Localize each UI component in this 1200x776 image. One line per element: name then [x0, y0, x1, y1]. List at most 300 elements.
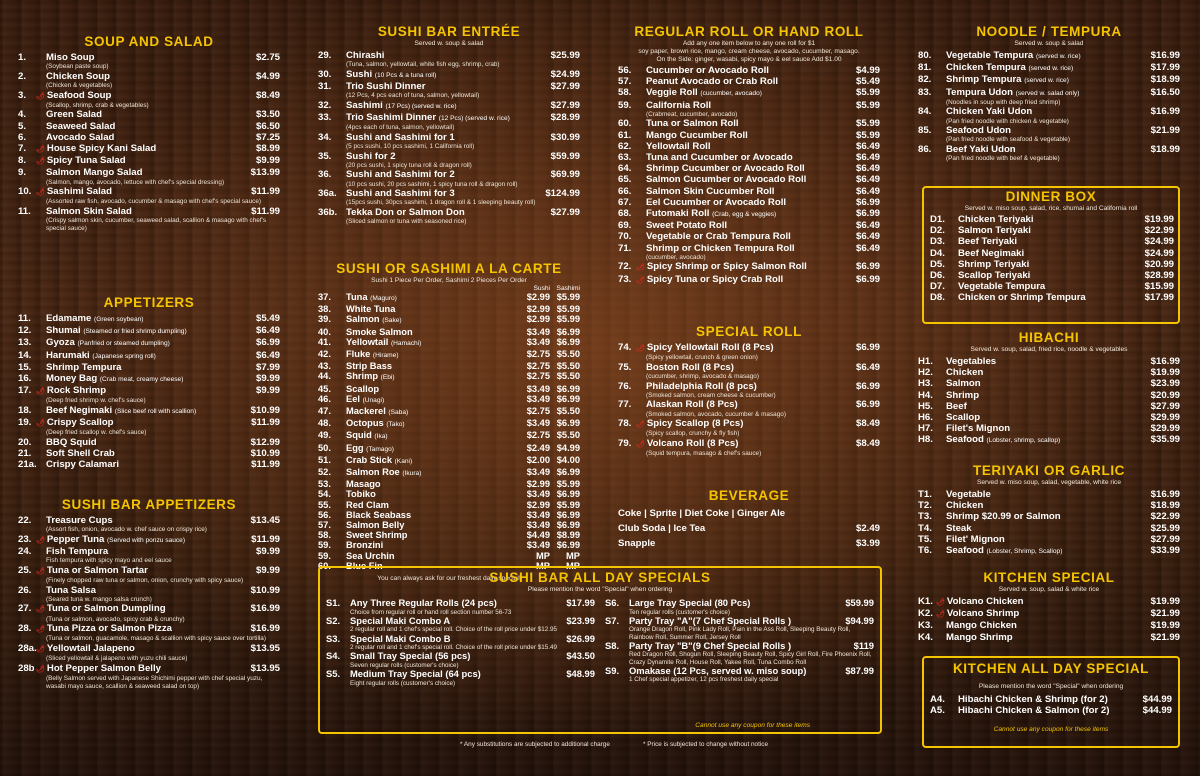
item-name-text: California Roll	[646, 99, 712, 111]
item-name	[646, 152, 836, 163]
beverage-price: $2.49	[855, 523, 880, 534]
menu-item	[918, 423, 1180, 434]
item-description: (Tuna, salmon, yellowtail, white fish egg, shrimp, crab)	[346, 61, 500, 69]
item-name-text: Edamame	[46, 313, 92, 324]
item-name	[346, 551, 520, 561]
sashimi-price: $5.99	[556, 304, 580, 315]
sashimi-price: $5.50	[556, 406, 580, 417]
item-name-text: Fish Tempura	[46, 546, 109, 557]
noodle-section	[918, 24, 1180, 163]
menu-item	[918, 511, 1180, 522]
item-row	[618, 438, 880, 450]
menu-item	[930, 292, 1174, 303]
item-number: K1.	[918, 596, 933, 607]
item-name-text: Spicy Yellowtail Roll (8 Pcs)	[646, 342, 774, 353]
item-number: 15.	[18, 361, 32, 373]
item-row	[18, 643, 280, 655]
item-row	[618, 261, 880, 273]
menu-item	[18, 459, 280, 470]
item-name-text: Filet's Mignon	[946, 423, 1011, 435]
beverage-row	[618, 536, 880, 551]
item-name	[46, 71, 236, 82]
item-description: (Chicken & vegetables)	[46, 82, 113, 89]
section-title: NOODLE / TEMPURA	[976, 24, 1122, 39]
item-name	[958, 259, 1130, 270]
sushi-price: $3.49	[526, 520, 550, 531]
item-row	[618, 399, 880, 410]
item-name	[46, 313, 236, 325]
item-number: 84.	[918, 106, 932, 118]
item-number: 75.	[618, 361, 632, 373]
item-number: T2.	[918, 500, 932, 512]
menu-item	[318, 112, 580, 132]
item-row	[326, 616, 595, 627]
item-name	[646, 174, 836, 185]
sushi-price: $3.49	[526, 326, 550, 337]
beverage-price: $3.99	[855, 538, 880, 549]
item-row	[318, 327, 580, 337]
item-name-text: Crispy Scallop	[46, 417, 114, 429]
item-number: 12.	[18, 325, 32, 337]
section-subtitle: Please mention the word "Special" when ordering	[527, 586, 673, 593]
item-price: $9.99	[255, 385, 280, 397]
sashimi-price: $5.50	[556, 361, 580, 372]
sushi-price: $2.49	[526, 442, 550, 453]
menu-item	[918, 106, 1180, 125]
menu-item	[18, 534, 280, 546]
item-row	[918, 608, 1180, 620]
item-price: $15.99	[1144, 281, 1174, 293]
item-row	[318, 384, 580, 394]
section-title: SOUP AND SALAD	[84, 34, 214, 49]
item-description: (Sliced yellowtail & jalapeno with yuzu chili sauce)	[46, 655, 188, 663]
sushi-price: $3.49	[526, 383, 550, 394]
menu-item	[605, 641, 874, 666]
item-number: 44.	[318, 371, 331, 382]
menu-item	[918, 434, 1180, 446]
menu-item	[318, 520, 580, 530]
item-number: 50.	[318, 442, 331, 453]
sashimi-price: MP	[566, 550, 580, 561]
section-title: KITCHEN ALL DAY SPECIAL	[952, 661, 1150, 676]
section-title: APPETIZERS	[103, 295, 195, 310]
item-row	[618, 76, 880, 87]
menu-item	[18, 52, 280, 71]
section-title: SUSHI BAR APPETIZERS	[61, 497, 237, 512]
item-number: 23.	[18, 533, 32, 545]
item-number: 42.	[318, 349, 331, 360]
section-title: TERIYAKI OR GARLIC	[972, 463, 1126, 478]
item-row	[318, 188, 580, 199]
item-price: $8.49	[255, 89, 280, 101]
item-name	[36, 533, 236, 546]
section-title: KITCHEN SPECIAL	[983, 570, 1115, 585]
item-name-text: Shrimp Tempura	[946, 74, 1022, 86]
item-name-text: Avocado Salad	[46, 131, 115, 143]
sashimi-price: $6.99	[556, 520, 580, 531]
item-description: (Salmon, mango, avocado, lettuce with chef's special dressing)	[46, 178, 225, 186]
item-number: 13.	[18, 337, 32, 349]
item-name-text: Chicken Soup	[46, 70, 110, 82]
item-name	[36, 603, 236, 615]
item-name	[46, 325, 236, 337]
item-price: $6.49	[855, 361, 880, 373]
item-price: $12.99	[250, 437, 280, 449]
item-row	[18, 325, 280, 337]
item-price: $10.99	[250, 405, 280, 417]
item-name-text: Crispy Calamari	[46, 459, 120, 471]
item-name-text: Yellowtail Roll	[646, 140, 711, 152]
item-name	[946, 74, 1136, 86]
item-number: 59.	[318, 550, 331, 561]
item-name	[629, 666, 830, 677]
item-description: Ten regular rolls (customer's choice)	[629, 608, 730, 616]
item-name	[46, 373, 236, 385]
item-detail: (17 Pcs) (served w. rice)	[385, 102, 457, 110]
menu-item	[318, 430, 580, 442]
item-price: $13.45	[250, 515, 280, 526]
menu-item	[18, 565, 280, 585]
item-detail: (Maguro)	[370, 295, 397, 302]
item-price: $6.99	[855, 342, 880, 353]
item-detail: (12 Pcs) (served w. rice)	[438, 115, 510, 122]
item-number: 11.	[18, 206, 31, 217]
item-price: $19.99	[1144, 214, 1174, 225]
item-price: $24.99	[1144, 236, 1174, 248]
item-name-text: Money Bag	[46, 373, 98, 385]
menu-item	[18, 143, 280, 155]
item-price: $18.99	[1150, 144, 1180, 155]
item-price: $27.99	[550, 81, 580, 92]
item-list	[18, 313, 280, 471]
sushi-price: $3.49	[526, 418, 550, 429]
item-number: 77.	[618, 399, 632, 411]
menu-item	[326, 634, 595, 652]
item-number: D4.	[930, 247, 945, 259]
item-price: $59.99	[845, 597, 874, 608]
item-name-text: Smoke Salmon	[346, 326, 413, 337]
item-row	[18, 167, 280, 178]
item-number: 57.	[318, 520, 331, 531]
item-detail: (10 Pcs & a tuna roll)	[374, 71, 437, 79]
item-row	[618, 118, 880, 129]
item-price: $6.49	[855, 152, 880, 164]
item-description: (Noodles in soup with deep fried shrimp)	[946, 98, 1061, 106]
menu-item	[318, 551, 580, 561]
item-number: 3.	[18, 89, 27, 101]
item-description: 2 regular roll and 1 chef's special roll. Choice of the roll price under $15.49	[350, 644, 558, 652]
specials-left-list	[326, 598, 595, 687]
menu-item	[318, 188, 580, 207]
item-name	[646, 87, 836, 99]
item-price: $11.99	[251, 417, 280, 429]
item-row	[318, 500, 580, 510]
item-name	[946, 620, 1136, 631]
item-row	[618, 186, 880, 197]
item-number: 61.	[618, 129, 632, 141]
item-name-text: House Spicy Kani Salad	[46, 143, 157, 154]
item-name	[346, 394, 520, 406]
coupon-note: Cannot use any coupon for these items	[695, 722, 810, 729]
item-name-text: Egg	[346, 442, 364, 453]
item-name	[946, 401, 1136, 412]
specials-grid	[326, 598, 874, 687]
item-number: 28a.	[18, 642, 37, 654]
item-name	[36, 662, 236, 675]
item-name	[46, 52, 236, 63]
item-name	[646, 163, 836, 174]
item-description: 1 Chef special appetizer, 12 pcs freshest daily special	[629, 676, 779, 684]
item-price: $16.99	[1150, 356, 1180, 367]
item-number: 51.	[318, 454, 331, 465]
item-description: (20 pcs sushi, 1 spicy tuna roll & dragon roll)	[346, 161, 472, 169]
item-number: 21a.	[18, 459, 37, 471]
item-name	[946, 545, 1136, 557]
item-name	[946, 500, 1136, 511]
section-title: SUSHI OR SASHIMI A LA CARTE	[336, 261, 562, 276]
item-price: $27.99	[550, 99, 580, 111]
menu-item	[618, 65, 880, 76]
item-row	[618, 231, 880, 242]
item-name-text: Shrimp $20.99 or Salmon	[946, 511, 1061, 523]
item-number: 14.	[18, 349, 32, 361]
item-name-text: Shrimp or Chicken Tempura Roll	[646, 242, 795, 254]
item-detail: (Crab, egg & veggies)	[712, 211, 777, 219]
beverage-name: Coke | Sprite | Diet Coke | Ginger Ale	[618, 508, 786, 519]
menu-item	[18, 90, 280, 110]
menu-item	[18, 437, 280, 448]
item-detail: (served w. rice)	[1024, 77, 1069, 85]
item-price: $16.99	[1150, 106, 1180, 118]
menu-item	[930, 236, 1174, 247]
menu-item	[618, 220, 880, 231]
item-number: 59.	[618, 99, 632, 111]
item-description: (15pcs sushi, 30pcs sashimi, 1 dragon roll & 1 sleeping beauty roll)	[346, 199, 536, 207]
item-name-text: Bronzini	[346, 540, 384, 551]
item-number: D2.	[930, 225, 945, 237]
item-number: 10.	[18, 186, 32, 198]
menu-item	[618, 163, 880, 174]
item-row	[318, 371, 580, 383]
item-price: $5.49	[855, 76, 880, 88]
item-name-text: Tuna Pizza or Salmon Pizza	[46, 623, 172, 635]
soup-salad-section	[18, 34, 280, 232]
item-number: H4.	[918, 389, 933, 401]
menu-item	[18, 603, 280, 623]
item-row	[930, 270, 1174, 281]
item-price: $35.99	[1150, 434, 1180, 446]
item-number: 49.	[318, 430, 331, 441]
item-number: S9.	[605, 664, 620, 676]
sushi-price: $2.00	[526, 454, 550, 465]
item-name	[346, 467, 520, 479]
item-name	[346, 314, 520, 326]
item-name-text: Tempura Udon	[946, 86, 1013, 98]
item-price: $6.99	[855, 273, 880, 285]
menu-item	[618, 186, 880, 197]
item-number: T6.	[918, 545, 932, 557]
item-name-text: Cucumber or Avocado Roll	[646, 65, 769, 76]
menu-item	[318, 69, 580, 81]
item-description: Eight regular rolls (customer's choice)	[350, 679, 456, 687]
item-name	[946, 632, 1136, 643]
sushi-price: $2.99	[526, 292, 550, 302]
chili-pepper-icon: 🌶	[36, 665, 45, 673]
item-number: 55.	[318, 499, 331, 510]
section-subtitle: Served w. soup & salad	[414, 40, 484, 47]
item-description: (Assorted raw fish, avocado, cucumber & masago with chef's special sauce)	[46, 198, 262, 206]
item-name	[946, 423, 1136, 434]
item-name	[646, 381, 836, 392]
item-number: 39.	[318, 314, 331, 325]
section-title: REGULAR ROLL OR HAND ROLL	[634, 24, 864, 39]
item-number: 70.	[618, 231, 632, 243]
item-price: $69.99	[550, 169, 580, 181]
item-number: 32.	[318, 99, 332, 111]
item-row	[918, 523, 1180, 534]
item-name-text: Futomaki Roll	[646, 208, 710, 220]
item-list	[18, 515, 280, 690]
item-name	[46, 121, 236, 132]
item-price: $28.99	[550, 112, 580, 123]
item-price: $27.99	[1150, 533, 1180, 545]
menu-item	[618, 118, 880, 129]
beverage-row	[618, 506, 880, 521]
item-list	[618, 342, 880, 458]
section-title: BEVERAGE	[708, 488, 790, 503]
sashimi-price: $6.99	[556, 489, 580, 500]
chili-pepper-icon: 🌶	[36, 626, 45, 634]
item-name-text: Shrimp	[946, 389, 980, 401]
menu-item	[930, 248, 1174, 259]
item-description: (Squid tempura, masago & chef's sauce)	[646, 450, 762, 458]
item-row	[918, 74, 1180, 86]
item-description: (Spicy yellowtail, crunch & green onion)	[646, 354, 758, 362]
item-row	[918, 378, 1180, 389]
menu-item	[18, 206, 280, 232]
section-subtitle: Sushi 1 Piece Per Order, Sashimi 2 Pieces Per Order	[371, 277, 527, 284]
sushi-price: $3.49	[526, 509, 550, 520]
item-name	[346, 132, 536, 143]
item-row	[918, 106, 1180, 117]
item-number: 56.	[618, 65, 632, 76]
item-number: 60.	[318, 560, 331, 571]
item-description: (Soybean paste soup)	[46, 63, 109, 71]
item-detail: (Slice beef roll with scallion)	[114, 408, 197, 416]
item-price: $44.99	[1142, 694, 1172, 705]
item-name-text: Salmon Teriyaki	[958, 225, 1031, 237]
item-name-text: Peanut Avocado or Crab Roll	[646, 76, 779, 88]
item-price: $18.99	[1150, 74, 1180, 86]
menu-item	[18, 385, 280, 405]
item-description: Seven regular rolls (customer's choice)	[350, 661, 459, 669]
item-name	[646, 186, 836, 197]
menu-item	[318, 479, 580, 489]
item-row	[318, 510, 580, 520]
sashimi-price: MP	[566, 560, 580, 571]
item-number: 2.	[18, 70, 27, 82]
item-row	[618, 418, 880, 430]
item-name-text: Boston Roll (8 Pcs)	[646, 361, 734, 373]
item-number: 18.	[18, 405, 32, 417]
item-price: $19.99	[1150, 620, 1180, 632]
item-row	[918, 489, 1180, 500]
menu-item	[326, 669, 595, 687]
item-price: $11.99	[251, 533, 280, 545]
item-price: $4.99	[255, 70, 280, 82]
menu-item	[618, 100, 880, 119]
item-name-text: Eel	[346, 393, 360, 404]
item-name	[46, 206, 236, 217]
menu-item	[618, 76, 880, 87]
item-number: 52.	[318, 467, 331, 478]
menu-item	[318, 455, 580, 467]
item-price: $25.99	[550, 50, 580, 61]
menu-item	[18, 546, 280, 565]
chili-pepper-icon: 🌶	[636, 440, 645, 448]
item-name-text: Shrimp Tempura	[46, 361, 122, 373]
item-name	[350, 669, 551, 680]
item-number: 76.	[618, 380, 632, 392]
item-number: 54.	[318, 489, 331, 500]
item-number: 43.	[318, 361, 331, 372]
item-row	[918, 534, 1180, 545]
sashimi-price: $6.99	[556, 326, 580, 337]
item-price: $9.99	[255, 155, 280, 167]
item-row	[930, 292, 1174, 303]
item-row	[18, 121, 280, 132]
item-price: $7.99	[255, 361, 280, 373]
menu-item	[318, 500, 580, 510]
item-row	[618, 243, 880, 254]
sashimi-price: $6.99	[556, 467, 580, 478]
sushi-price: $2.75	[526, 349, 550, 360]
item-row	[618, 197, 880, 208]
sushi-price: $2.99	[526, 314, 550, 325]
item-detail: (Tako)	[386, 421, 405, 429]
menu-item	[918, 50, 1180, 62]
section-subtitle: Served w. miso soup, salad, vegetable, white rice	[976, 479, 1122, 486]
item-price: $8.49	[855, 437, 880, 449]
item-name-text: Large Tray Special (80 Pcs)	[629, 597, 751, 608]
item-name	[46, 546, 236, 557]
sushi-price: MP	[536, 560, 550, 571]
chili-pepper-icon: 🌶	[36, 567, 45, 575]
item-name-text: Blue Fin	[346, 560, 383, 571]
item-name-text: Any Three Regular Rolls (24 pcs)	[350, 597, 497, 608]
item-number: T5.	[918, 533, 932, 545]
item-row	[18, 405, 280, 417]
footer-substitution-note: * Any substitutions are subjected to additional charge	[460, 741, 610, 748]
menu-item	[918, 412, 1180, 423]
item-name	[636, 342, 836, 354]
sushi-column-label: Sushi	[533, 285, 550, 292]
item-description: (Smoked salmon, cream cheese & cucumber)	[646, 391, 776, 399]
item-name	[346, 443, 520, 455]
item-price: $11.99	[251, 186, 280, 198]
item-name	[958, 281, 1130, 292]
item-number: 80.	[918, 50, 932, 61]
menu-item	[618, 152, 880, 163]
menu-item	[318, 327, 580, 337]
item-row	[318, 304, 580, 314]
item-name-text: Seafood Udon	[946, 125, 1012, 137]
item-row	[918, 423, 1180, 434]
item-row	[318, 406, 580, 418]
item-row	[318, 520, 580, 530]
item-number: 22.	[18, 515, 32, 526]
beverage-name: Snapple	[618, 538, 656, 549]
